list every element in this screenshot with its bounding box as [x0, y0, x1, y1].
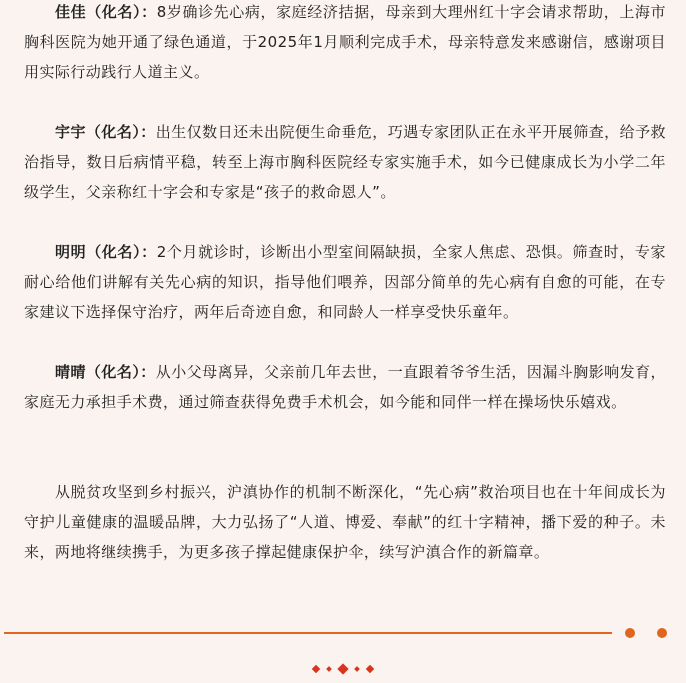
- section-divider-line: [4, 632, 612, 634]
- diamond-icon: [354, 666, 360, 672]
- divider-dot-icon: [657, 628, 667, 638]
- story-name-yuyu: 宇宇（化名）：: [55, 123, 156, 141]
- divider-dot-icon: [625, 628, 635, 638]
- conclusion-paragraph: 从脱贫攻坚到乡村振兴，沪滇协作的机制不断深化，“先心病”救治项目也在十年间成长为守护儿童健康的温暖品牌，大力弘扬了“人道、博爱、奉献”的红十字精神，播下爱的种子。未来，两地将继续携手，为更多孩子撑起健康保护伞，续写沪滇合作的新篇章。: [24, 483, 666, 561]
- diamond-icon: [337, 663, 348, 674]
- story-text-jiajia: 8岁确诊先心病，家庭经济拮据，母亲到大理州红十字会请求帮助，上海市胸科医院为她开通了绿色通道，于2025年1月顺利完成手术，母亲特意发来感谢信，感谢项目用实际行动践行人道主义。: [24, 3, 666, 81]
- story-name-jiajia: 佳佳（化名）：: [55, 3, 157, 21]
- story-paragraph-jiajia: [24, 0, 666, 87]
- story-text-yuyu: 出生仅数日还未出院便生命垂危，巧遇专家团队正在永平开展筛查，给予救治指导，数日后病情平稳，转至上海市胸科医院经专家实施手术，如今已健康成长为小学二年级学生，父亲称红十字会和专家是“孩子的救命恩人”。: [24, 123, 667, 201]
- diamond-ornament-icon: [312, 663, 376, 675]
- story-paragraph-qingqing: [24, 357, 666, 417]
- story-text-mingming: 2个月就诊时，诊断出小型室间隔缺损，全家人焦虑、恐惧。筛查时，专家耐心给他们讲解有关先心病的知识，指导他们喂养，因部分简单的先心病有自愈的可能，在专家建议下选择保守治疗，两年后奇迹自愈，和同龄人一样享受快乐童年。: [24, 243, 666, 321]
- story-paragraph-mingming: [24, 237, 666, 327]
- story-name-mingming: 明明（化名）：: [55, 243, 157, 261]
- story-paragraph-yuyu: [24, 117, 666, 207]
- diamond-icon: [366, 665, 374, 673]
- story-name-qingqing: 晴晴（化名）：: [55, 363, 156, 381]
- diamond-icon: [312, 665, 320, 673]
- diamond-icon: [326, 666, 332, 672]
- story-text-qingqing: 从小父母离异，父亲前几年去世，一直跟着爷爷生活，因漏斗胸影响发育，家庭无力承担手术费，通过筛查获得免费手术机会，如今能和同伴一样在操场快乐嬉戏。: [24, 363, 667, 411]
